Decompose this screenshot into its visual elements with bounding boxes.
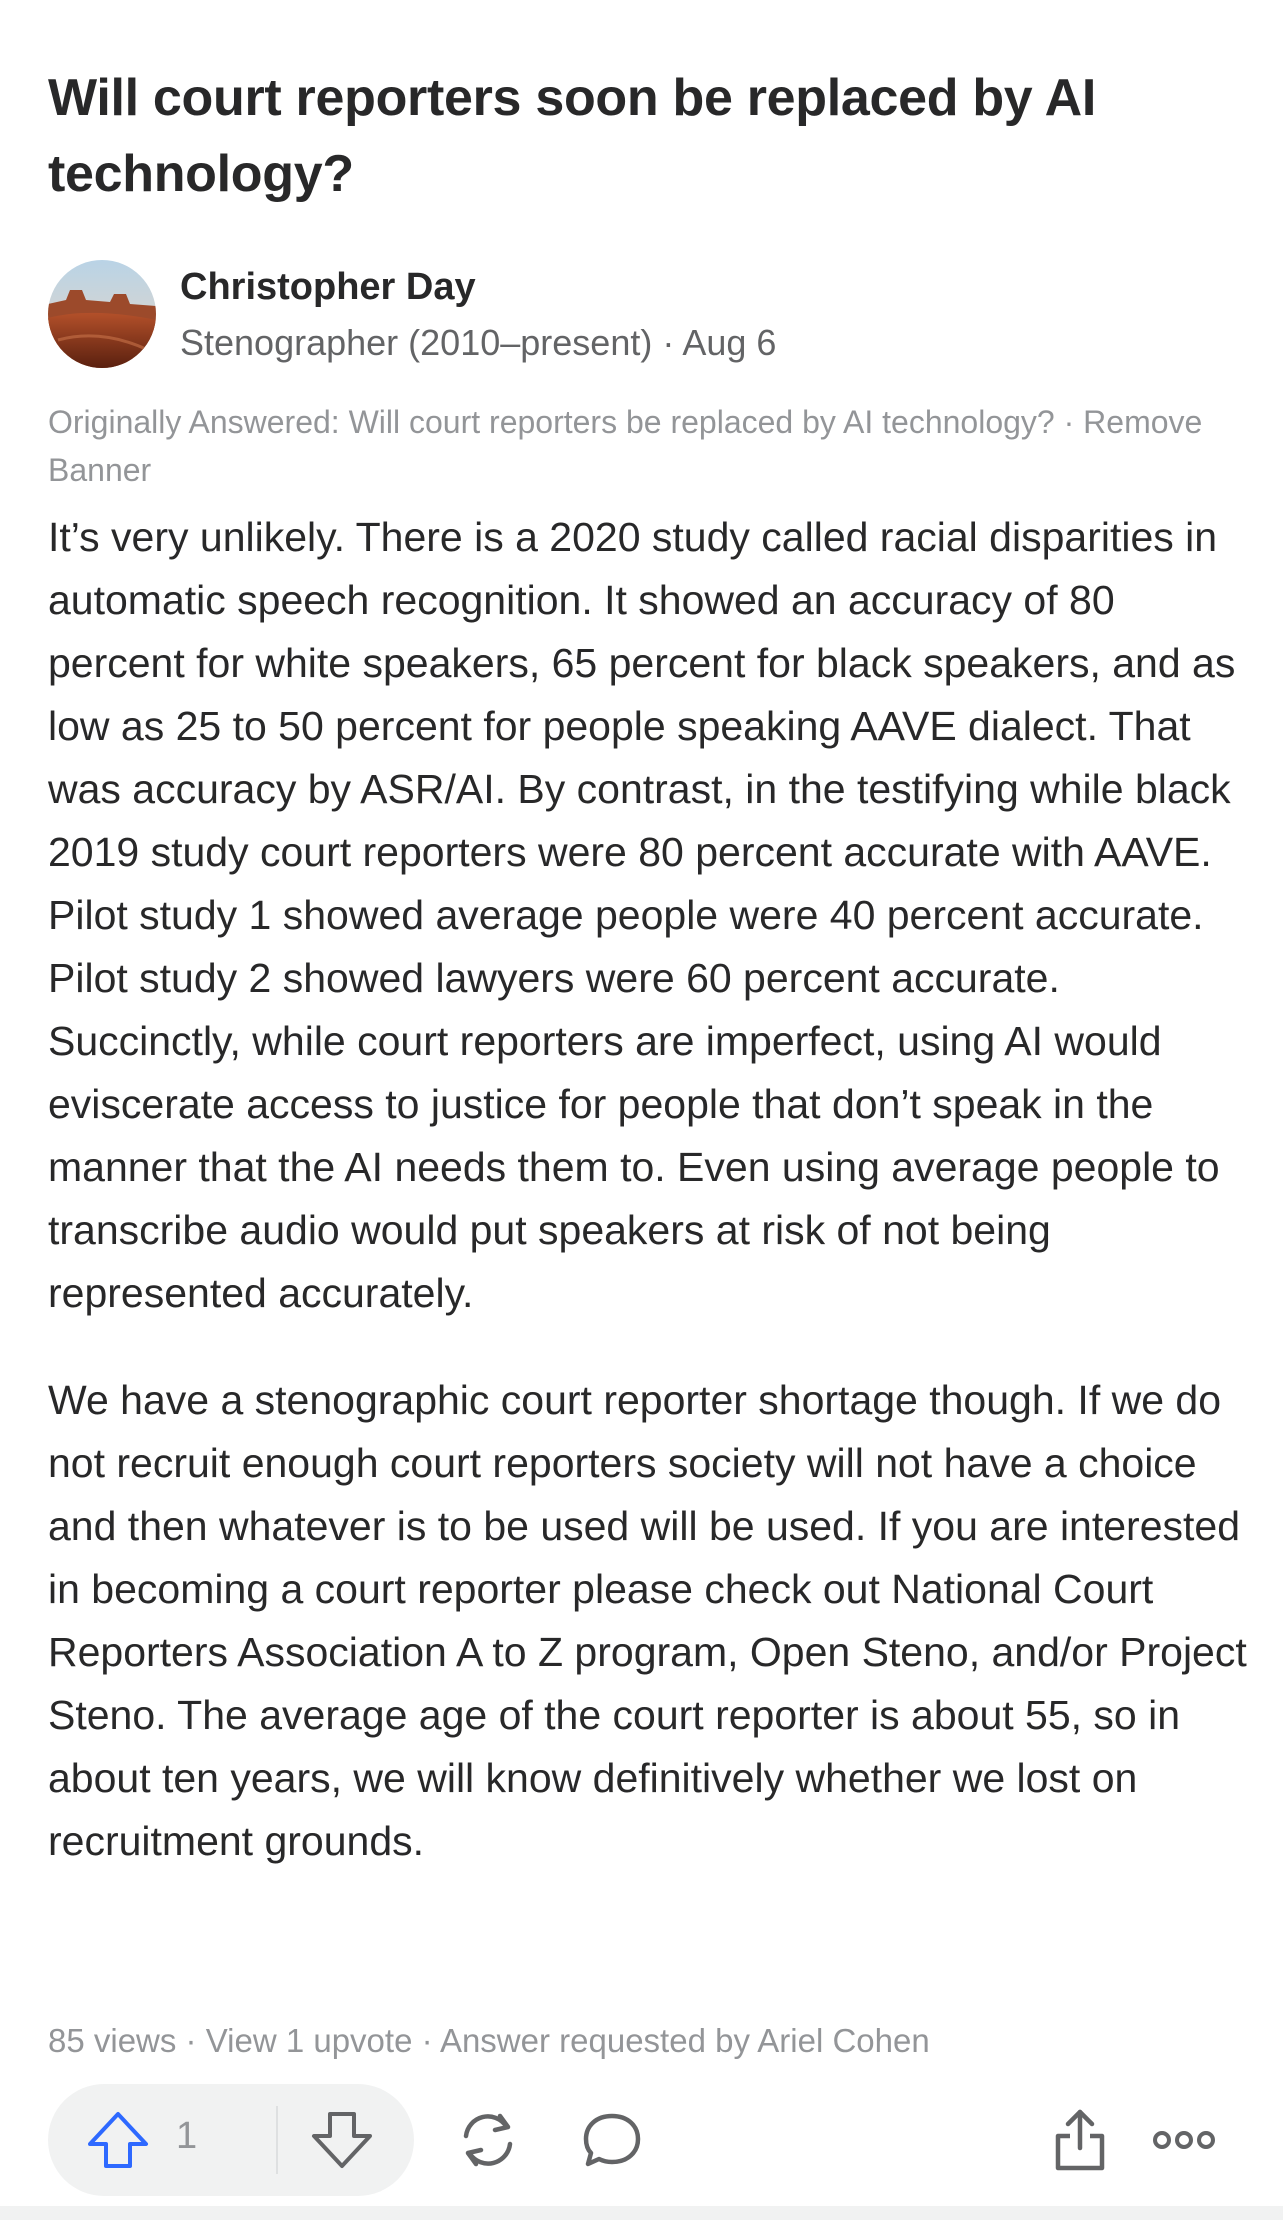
answer-requested-by[interactable]: Answer requested by Ariel Cohen <box>439 2022 930 2059</box>
author-avatar[interactable] <box>48 260 156 368</box>
view-count: 85 views <box>48 2022 177 2059</box>
author-credential: Stenographer (2010–present) <box>180 322 653 363</box>
vote-pill <box>48 2084 414 2196</box>
answer-stats <box>48 2022 1238 2060</box>
upvote-arrow-icon <box>86 2110 150 2170</box>
bottom-divider <box>0 2206 1283 2220</box>
upvote-button[interactable] <box>70 2084 230 2196</box>
stats-separator: · <box>176 2022 206 2059</box>
remove-banner-button[interactable]: Remove Banner <box>48 404 1203 488</box>
answer-paragraph: We have a stenographic court reporter shortage though. If we do not recruit enough court reporters society will not have a choice and then whatever is to be used will be used. If you are interested in becoming a court reporter please check out National Court Reporters Association A to Z program, Open Steno, and/or Project Steno. The average age of the court reporter is about 55, so in about ten years, we will know definitively whether we lost on recruitment grounds. <box>48 1377 1247 1864</box>
answer-paragraph: It’s very unlikely. There is a 2020 study called racial disparities in automatic speech recognition. It showed an accuracy of 80 percent for white speakers, 65 percent for black speakers, and as low as 25 to 50 percent for people speaking AAVE dialect. That was accuracy by ASR/AI. By contrast, in the testifying while black 2019 study court reporters were 80 percent accurate with AAVE. Pilot study 1 showed average people were 40 percent accurate. Pilot study 2 showed lawyers were 60 percent accurate. Succinctly, while court reporters are imperfect, using AI would eviscerate access to justice for people that don’t speak in the manner that the AI needs them to. Even using average people to transcribe audio would put speakers at risk of not being represented accurately. <box>48 514 1236 1316</box>
upvote-count: 1 <box>176 2115 198 2157</box>
downvote-button[interactable] <box>290 2084 400 2196</box>
share-box-icon <box>1044 2104 1116 2176</box>
avatar-landscape-image <box>48 260 156 368</box>
stats-separator: · <box>412 2022 440 2059</box>
reshare-button[interactable] <box>452 2104 524 2176</box>
share-button[interactable] <box>1044 2104 1116 2176</box>
share-arrows-icon <box>452 2104 524 2176</box>
answer-date[interactable]: Aug 6 <box>682 322 777 363</box>
view-upvotes-link[interactable]: View 1 upvote <box>205 2022 413 2059</box>
more-dots-icon <box>1148 2104 1220 2176</box>
comment-bubble-icon <box>576 2104 648 2176</box>
question-title[interactable]: Will court reporters soon be replaced by AI technology? <box>48 69 1097 203</box>
answer-body <box>48 506 1248 1917</box>
more-options-button[interactable] <box>1148 2104 1220 2176</box>
banner-separator: · <box>1054 404 1084 440</box>
originally-answered-banner <box>48 398 1238 494</box>
meta-separator: · <box>652 322 683 363</box>
author-row <box>48 260 1238 370</box>
comment-button[interactable] <box>576 2104 648 2176</box>
banner-text[interactable]: Originally Answered: Will court reporters be replaced by AI technology? <box>48 404 1055 440</box>
downvote-arrow-icon <box>310 2110 374 2170</box>
action-bar <box>48 2084 1238 2196</box>
author-name[interactable]: Christopher Day <box>180 266 476 308</box>
author-meta <box>180 322 776 364</box>
vote-divider <box>276 2106 278 2174</box>
